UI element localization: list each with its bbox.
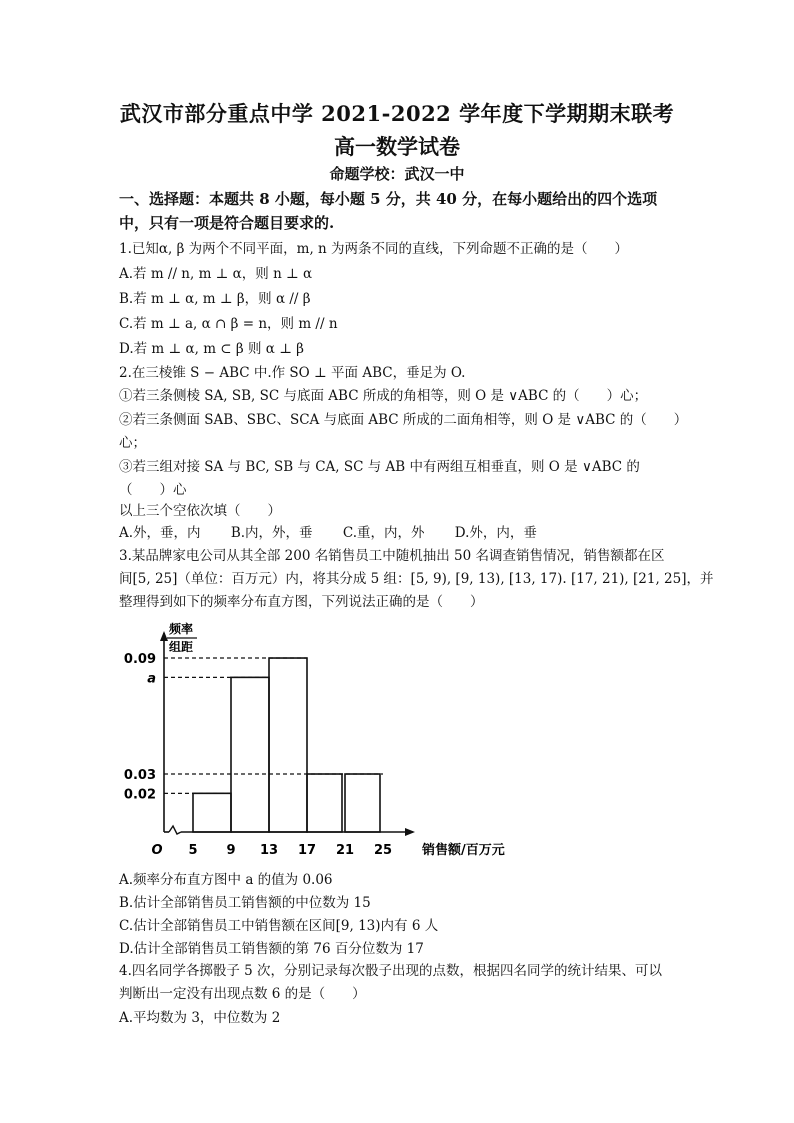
exam-school: 命题学校：武汉一中: [329, 165, 465, 183]
histogram-bar: [231, 677, 269, 832]
histogram-bar: [193, 793, 231, 832]
x-tick-label: 13: [259, 843, 279, 858]
chart-axes: [124, 621, 505, 858]
y-tick-label: a: [147, 671, 156, 687]
x-axis-break: [169, 826, 181, 834]
q3-option-a: A.频率分布直方图中 a 的值为 0.06: [119, 872, 333, 888]
q4-option-a: A.平均数为 3，中位数为 2: [119, 1010, 281, 1026]
q2-item-3-end: （ ）心: [119, 482, 187, 498]
q2-stem: 2.在三棱锥 S − ABC 中.作 SO ⊥ 平面 ABC，垂足为 O.: [119, 365, 466, 381]
x-tick-label: O: [151, 843, 163, 858]
q2-item-2: ②若三条侧面 SAB、SBC、SCA 与底面 ABC 所成的二面角相等，则 O 是 ∨ABC 的（ ）: [119, 412, 688, 428]
q3-option-c: C.估计全部销售员工中销售额在区间[9, 13)内有 6 人: [119, 918, 439, 934]
y-tick-label: 0.03: [123, 768, 156, 784]
histogram-bar: [269, 658, 307, 832]
x-axis-arrow: [405, 828, 415, 836]
q2-item-3: ③若三组对接 SA 与 BC, SB 与 CA, SC 与 AB 中有两组互相垂直，则 O 是 ∨ABC 的: [119, 459, 640, 475]
x-tick-label: 5: [188, 843, 198, 858]
histogram-bar: [345, 774, 380, 832]
exam-subtitle: 高一数学试卷: [334, 134, 460, 159]
q2-options: [119, 523, 563, 543]
histogram-chart: [117, 617, 517, 862]
q2-option-c: C.重，内，外: [342, 525, 425, 541]
q1-option-d: D.若 m ⊥ α, m ⊂ β 则 α ⊥ β: [119, 341, 304, 357]
q1-option-a: A.若 m // n, m ⊥ α，则 n ⊥ α: [119, 266, 313, 282]
q2-option-d: D.外，内，垂: [454, 525, 537, 541]
y-axis-arrow: [160, 631, 168, 641]
q1-option-c: C.若 m ⊥ a, α ∩ β = n，则 m // n: [119, 316, 338, 332]
q2-fill-prompt: 以上三个空依次填（ ）: [119, 503, 281, 519]
x-tick-label: 21: [335, 843, 355, 858]
q2-option-b: B.内，外，垂: [230, 525, 313, 541]
q2-item-1: ①若三条侧棱 SA, SB, SC 与底面 ABC 所成的角相等，则 O 是 ∨ABC 的（ ）心；: [119, 388, 648, 404]
x-tick-label: 17: [297, 843, 317, 858]
section-heading: 一、选择题：本题共 8 小题，每小题 5 分，共 40 分，在每小题给出的四个选项中，只有一项是符合题目要求的.: [119, 190, 658, 232]
x-tick-label: 25: [373, 843, 393, 858]
y-axis-label-bottom: 组距: [168, 640, 194, 654]
q3-line-3: 整理得到如下的频率分布直方图，下列说法正确的是（ ）: [119, 594, 484, 610]
histogram-bar: [307, 774, 342, 832]
x-tick-label: 9: [226, 843, 236, 858]
q2-option-a: A.外，垂，内: [119, 525, 201, 541]
q4-line-2: 判断出一定没有出现点数 6 的是（ ）: [119, 986, 366, 1002]
q3-line-2: 间[5, 25]（单位：百万元）内，将其分成 5 组：[5, 9), [9, 13), [13, 17). [17, 21), [21, 25]，并: [119, 571, 714, 587]
q1-option-b: B.若 m ⊥ α, m ⊥ β，则 α // β: [119, 291, 311, 307]
q1-stem: 1.已知α, β 为两个不同平面，m, n 为两条不同的直线，下列命题不正确的是（ ）: [119, 241, 629, 257]
q3-option-d: D.估计全部销售员工销售额的第 76 百分位数为 17: [119, 941, 424, 957]
y-tick-label: 0.02: [123, 787, 156, 803]
q3-line-1: 3.某品牌家电公司从其全部 200 名销售员工中随机抽出 50 名调查销售情况，销售额都在区: [119, 548, 665, 564]
q3-option-b: B.估计全部销售员工销售额的中位数为 15: [119, 895, 371, 911]
x-axis-label: 销售额/百万元: [422, 843, 505, 858]
y-axis-label-top: 频率: [168, 622, 194, 636]
exam-title: 武汉市部分重点中学 2021-2022 学年度下学期期末联考: [119, 101, 675, 126]
q2-item-2-end: 心；: [119, 435, 146, 451]
q4-line-1: 4.四名同学各掷骰子 5 次，分别记录每次骰子出现的点数，根据四名同学的统计结果、可以: [119, 963, 663, 979]
y-tick-label: 0.09: [123, 652, 156, 668]
